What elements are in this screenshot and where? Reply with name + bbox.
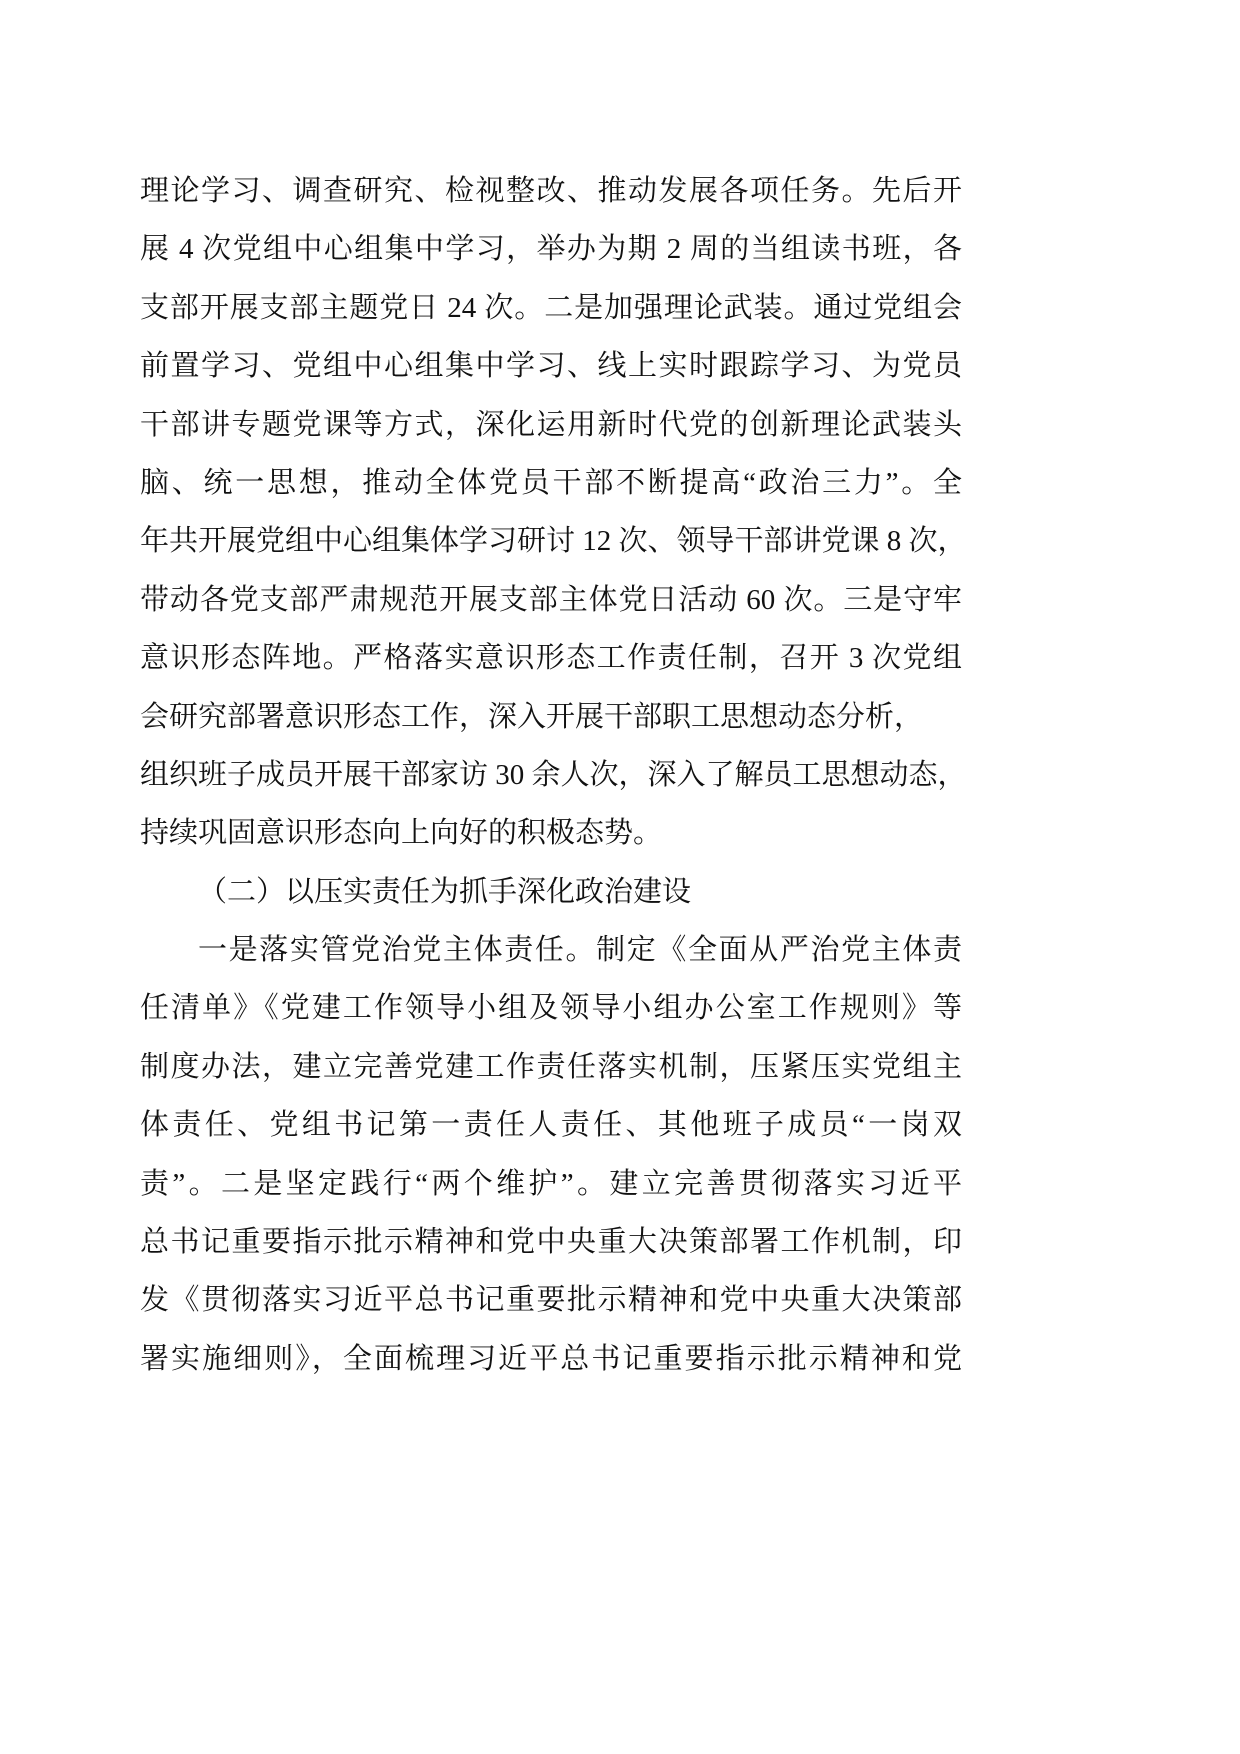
text-line: 干部讲专题党课等方式，深化运用新时代党的创新理论武装头 bbox=[140, 408, 962, 441]
text-line: 责”。二是坚定践行“两个维护”。建立完善贯彻落实习近平 bbox=[140, 1167, 962, 1200]
text-line: 会研究部署意识形态工作，深入开展干部职工思想动态分析， bbox=[140, 700, 924, 733]
text-line: 带动各党支部严肃规范开展支部主体党日活动 60 次。三是守牢 bbox=[140, 583, 962, 616]
section-heading: （二）以压实责任为抓手深化政治建设 bbox=[198, 875, 692, 908]
text-line: 组织班子成员开展干部家访 30 余人次，深入了解员工思想动态， bbox=[140, 758, 967, 791]
text-line: 意识形态阵地。严格落实意识形态工作责任制，召开 3 次党组 bbox=[140, 642, 962, 675]
text-line: 前置学习、党组中心组集中学习、线上实时跟踪学习、为党员 bbox=[140, 350, 962, 383]
document-body bbox=[140, 162, 967, 1388]
text-line: 体责任、党组书记第一责任人责任、其他班子成员“一岗双 bbox=[140, 1109, 962, 1142]
text-line: 支部开展支部主题党日 24 次。二是加强理论武装。通过党组会 bbox=[140, 291, 962, 324]
text-line: 展 4 次党组中心组集中学习，举办为期 2 周的当组读书班，各 bbox=[140, 233, 962, 266]
text-line: 总书记重要指示批示精神和党中央重大决策部署工作机制，印 bbox=[140, 1226, 962, 1259]
text-line: 署实施细则》，全面梳理习近平总书记重要指示批示精神和党 bbox=[140, 1342, 962, 1375]
text-line: 持续巩固意识形态向上向好的积极态势。 bbox=[140, 817, 663, 850]
text-line: 制度办法，建立完善党建工作责任落实机制，压紧压实党组主 bbox=[140, 1050, 962, 1083]
text-line: 理论学习、调查研究、检视整改、推动发展各项任务。先后开 bbox=[140, 175, 962, 207]
text-line: 脑、统一思想，推动全体党员干部不断提高“政治三力”。全 bbox=[140, 466, 962, 499]
text-line: 任清单》《党建工作领导小组及领导小组办公室工作规则》等 bbox=[140, 992, 962, 1025]
text-line: 一是落实管党治党主体责任。制定《全面从严治党主体责 bbox=[198, 934, 962, 967]
text-line: 年共开展党组中心组集体学习研讨 12 次、领导干部讲党课 8 次， bbox=[140, 525, 967, 558]
text-line: 发《贯彻落实习近平总书记重要批示精神和党中央重大决策部 bbox=[140, 1284, 962, 1317]
